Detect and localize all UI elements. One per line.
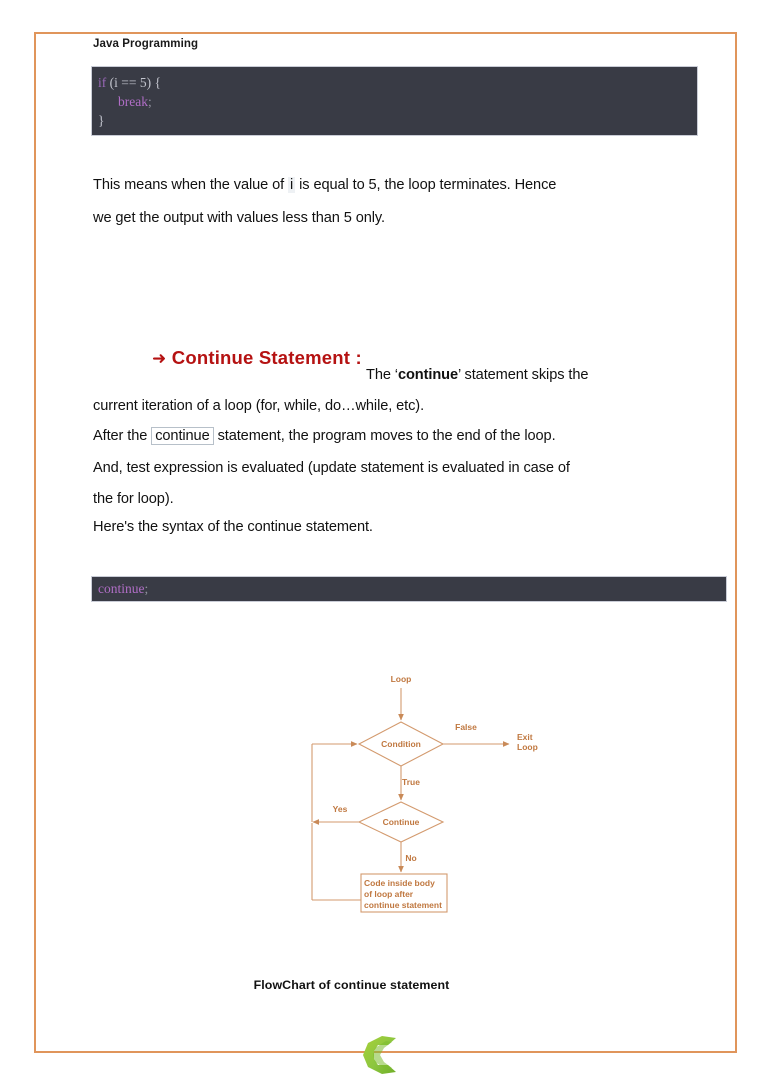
- paragraph-continue-line2: current iteration of a loop (for, while, do…while, etc).: [93, 398, 425, 414]
- flow-label-true: True: [402, 777, 420, 787]
- flow-node-exit-loop-1: Exit: [517, 732, 533, 742]
- flowchart-caption: FlowChart of continue statement: [253, 978, 450, 992]
- code-keyword-continue: continue: [98, 581, 145, 596]
- page-frame: [34, 32, 737, 1053]
- text-fragment: is equal to 5, the loop terminates. Hence: [295, 177, 557, 193]
- arrow-icon: ➜: [152, 349, 167, 369]
- code-block-break-example: [91, 66, 698, 136]
- flowchart-continue-statement: [291, 654, 561, 929]
- code-text-break-rest: ;: [147, 94, 152, 109]
- text-fragment: This means when the value of: [93, 177, 289, 193]
- flow-node-loop: Loop: [390, 674, 412, 684]
- text-bold-continue: continue: [397, 367, 458, 383]
- flow-node-body-3: continue statement: [364, 900, 442, 910]
- paragraph-break-explain-line1: [93, 177, 556, 193]
- text-fragment: ’ statement skips the: [457, 367, 589, 383]
- paragraph-continue-line4: And, test expression is evaluated (update statement is evaluated in case of: [93, 460, 570, 476]
- inline-code-continue: continue: [151, 427, 213, 445]
- paragraph-continue-line3: [93, 428, 556, 444]
- paragraph-continue-line5: the for loop).: [93, 491, 174, 507]
- flow-node-exit-loop-2: Loop: [517, 742, 538, 752]
- inline-code-i: i: [290, 177, 294, 193]
- text-fragment: statement, the program moves to the end of the loop.: [213, 428, 556, 444]
- flow-node-body-2: of loop after: [364, 889, 414, 899]
- flow-node-continue: Continue: [382, 817, 420, 827]
- flow-node-body-1: Code inside body: [364, 878, 435, 888]
- paragraph-continue-line6: Here's the syntax of the continue statement.: [93, 519, 373, 535]
- flow-node-condition: Condition: [381, 739, 421, 749]
- text-fragment: The ‘: [366, 367, 398, 383]
- green-c-logo: [358, 1029, 410, 1081]
- paragraph-break-explain-line2: we get the output with values less than 5 only.: [93, 210, 385, 226]
- code-keyword-if: if: [98, 75, 107, 90]
- flow-label-false: False: [455, 722, 477, 732]
- code-block-continue-syntax: [91, 576, 727, 602]
- paragraph-continue-line1: [366, 367, 588, 383]
- heading-continue-statement: [152, 347, 362, 369]
- running-head: Java Programming: [93, 38, 199, 50]
- code-text-semicolon: ;: [144, 581, 149, 596]
- code-text-close-brace: }: [98, 113, 105, 128]
- flow-label-no: No: [405, 853, 417, 863]
- flow-label-yes: Yes: [332, 804, 348, 814]
- code-keyword-break: break: [118, 94, 148, 109]
- code-text-if-rest: (i == 5) {: [106, 75, 161, 90]
- text-fragment: After the: [93, 428, 152, 444]
- heading-label: Continue Statement :: [171, 347, 362, 368]
